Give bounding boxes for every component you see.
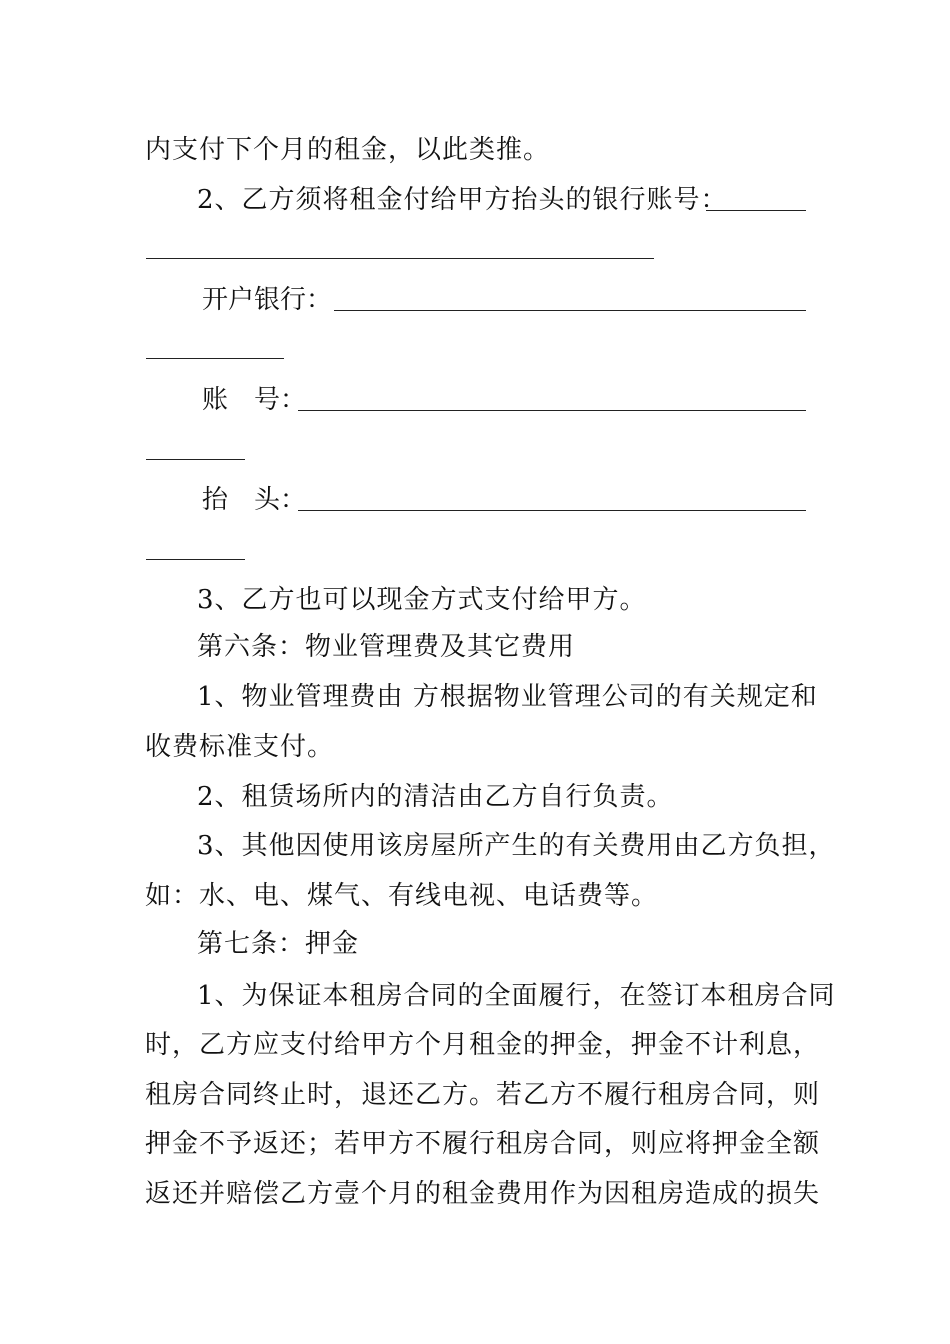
paragraph-line: 收费标准支付。	[145, 732, 335, 762]
payee-blank-line	[298, 510, 806, 511]
account-blank-line	[706, 210, 806, 211]
paragraph-line: 1、物业管理费由 方根据物业管理公司的有关规定和	[197, 682, 818, 712]
payee-blank-line	[146, 559, 245, 560]
paragraph-line: 押金不予返还；若甲方不履行租房合同，则应将押金全额	[145, 1129, 821, 1159]
paragraph-line: 3、乙方也可以现金方式支付给甲方。	[197, 585, 647, 615]
paragraph-line: 如：水、电、煤气、有线电视、电话费等。	[145, 881, 659, 911]
paragraph-line: 租房合同终止时，退还乙方。若乙方不履行租房合同，则	[145, 1080, 821, 1110]
payee-label: 抬 头：	[202, 485, 307, 515]
paragraph-line: 2、乙方须将租金付给甲方抬头的银行账号：	[197, 185, 728, 215]
account-label: 账 号：	[202, 385, 307, 415]
account-number-blank-line	[298, 410, 806, 411]
paragraph-line: 时，乙方应支付给甲方个月租金的押金，押金不计利息，	[145, 1030, 821, 1060]
account-blank-line	[146, 258, 654, 259]
bank-blank-line	[334, 310, 806, 311]
bank-label: 开户银行：	[202, 285, 333, 315]
bank-blank-line	[146, 358, 284, 359]
paragraph-line: 返还并赔偿乙方壹个月的租金费用作为因租房造成的损失	[145, 1179, 821, 1209]
paragraph-line: 3、其他因使用该房屋所产生的有关费用由乙方负担，	[197, 831, 836, 861]
account-number-blank-line	[146, 459, 245, 460]
paragraph-line: 2、租赁场所内的清洁由乙方自行负责。	[197, 782, 674, 812]
section-heading: 第七条：押金	[197, 929, 360, 959]
paragraph-line: 内支付下个月的租金，以此类推。	[145, 135, 551, 165]
paragraph-line: 1、为保证本租房合同的全面履行，在签订本租房合同	[197, 981, 836, 1011]
section-heading: 第六条：物业管理费及其它费用	[197, 632, 576, 662]
